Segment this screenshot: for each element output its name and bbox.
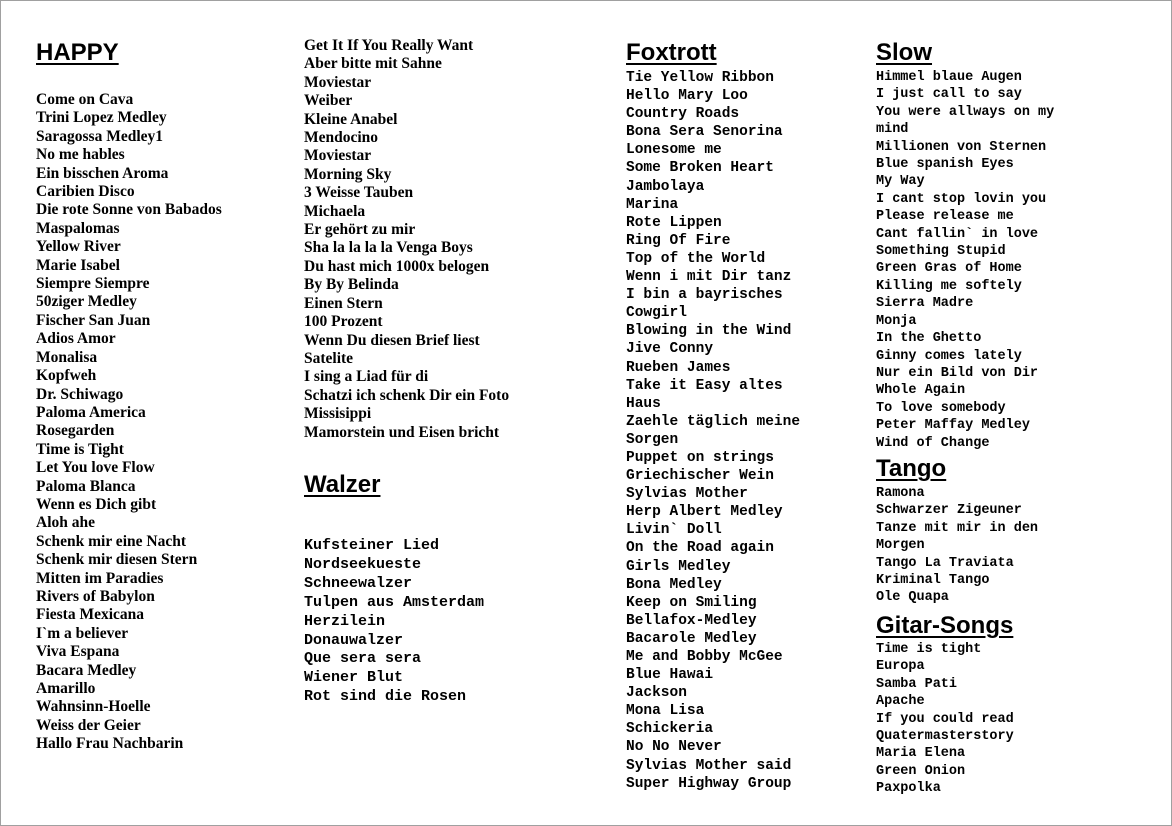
song-title: Wenn i mit Dir tanz (626, 269, 792, 286)
song-title: Kufsteiner Lied (304, 537, 440, 554)
song-title: Adios Amor (36, 330, 116, 348)
song-title: Kleine Anabel (304, 110, 398, 128)
song-title: Wiener Blut (304, 669, 404, 687)
song-title: Schickeria (626, 721, 714, 738)
song-title: Some Broken Heart (626, 160, 774, 177)
song-title: Schenk mir diesen Stern (36, 551, 198, 569)
song-title: Bellafox-Medley (626, 612, 757, 629)
happy-continued-list (304, 37, 509, 442)
song-title: Sylvias Mother said (626, 757, 792, 774)
song-title: Blowing in the Wind (626, 323, 792, 340)
song-title: Kopfweh (36, 367, 97, 385)
song-title: Peter Maffay Medley (876, 418, 1030, 434)
song-title: Cowgirl (626, 305, 687, 322)
tango-list (876, 485, 1038, 607)
song-title: I`m a believer (36, 624, 129, 642)
song-title: Wind of Change (876, 435, 990, 451)
song-title: Mendocino (304, 129, 379, 147)
song-title: Haus (626, 395, 661, 412)
song-title: Jackson (626, 685, 687, 702)
song-title: Come on Cava (36, 91, 134, 108)
song-title: Paloma America (36, 403, 146, 421)
song-title: Ring Of Fire (626, 232, 731, 249)
song-title: Sylvias Mother (626, 486, 748, 503)
song-title: Missisippi (304, 405, 372, 423)
song-title: Rueben James (626, 359, 731, 376)
song-title: Amarillo (36, 680, 96, 697)
song-title: Maria Elena (876, 746, 966, 762)
song-title: Take it Easy altes (626, 377, 783, 394)
song-title: Tango La Traviata (876, 555, 1014, 571)
song-title: Killing me softely (876, 278, 1022, 294)
song-title: Bona Medley (626, 576, 722, 593)
song-title: Jive Conny (626, 341, 714, 358)
song-title: Mamorstein und Eisen bricht (304, 423, 500, 441)
song-title: Puppet on strings (626, 449, 774, 466)
song-title: Sha la la la la Venga Boys (304, 239, 473, 257)
song-title: Me and Bobby McGee (626, 649, 783, 665)
song-title: You were allways on my (876, 104, 1055, 120)
happy-heading: HAPPY (36, 39, 119, 66)
song-title: Morning Sky (304, 165, 392, 183)
song-title: Rot sind die Rosen (304, 688, 467, 706)
song-title: Rosegarden (36, 422, 115, 440)
song-title: Bacarole Medley (626, 630, 757, 647)
song-title: Keep on Smiling (626, 594, 757, 611)
song-title: If you could read (876, 711, 1014, 727)
song-title: I cant stop lovin you (876, 191, 1047, 207)
song-title: Caribien Disco (36, 183, 135, 201)
song-title: Samba Pati (876, 676, 958, 692)
song-title: Wahnsinn-Hoelle (36, 698, 151, 716)
song-title: I bin a bayrisches (626, 287, 783, 304)
song-title: Marie Isabel (36, 256, 120, 274)
song-title: Time is tight (876, 642, 982, 657)
song-title: Schenk mir eine Nacht (36, 532, 186, 550)
song-title: Maspalomas (36, 219, 120, 237)
song-title: Nur ein Bild von Dir (876, 365, 1039, 381)
song-title: Something Stupid (876, 244, 1006, 260)
song-title: Nordseekueste (304, 555, 422, 573)
song-title: Siempre Siempre (36, 275, 150, 293)
song-title: Trini Lopez Medley (36, 109, 167, 127)
song-title: Paxpolka (876, 781, 941, 797)
song-title: Schneewalzer (304, 574, 413, 592)
song-title: Weiss der Geier (36, 716, 141, 734)
song-title: 3 Weisse Tauben (304, 184, 414, 202)
song-title: Rote Lippen (626, 214, 722, 231)
song-title: My Way (876, 174, 925, 190)
song-title: Green Onion (876, 763, 966, 779)
foxtrott-list (626, 69, 800, 793)
gitar-songs-list (876, 641, 1014, 798)
song-title: Aloh ahe (36, 514, 95, 532)
song-title: Moviestar (304, 73, 372, 91)
song-title: Europa (876, 659, 925, 675)
song-title: Bacara Medley (36, 661, 137, 679)
song-title: Blue spanish Eyes (876, 157, 1014, 173)
slow-heading: Slow (876, 39, 933, 66)
song-title: I just call to say (876, 87, 1022, 103)
song-title: Please release me (876, 209, 1014, 225)
song-title: Super Highway Group (626, 775, 792, 792)
song-title: Die rote Sonne von Babados (36, 201, 222, 219)
song-title: Michaela (304, 202, 366, 220)
song-title: Yellow River (36, 238, 121, 256)
song-title: mind (876, 122, 909, 138)
song-title: Sierra Madre (876, 296, 974, 312)
song-title: Weiber (304, 92, 353, 110)
song-title: Girls Medley (626, 558, 731, 575)
song-title: Blue Hawai (626, 667, 714, 684)
song-title: Bona Sera Senorina (626, 124, 783, 141)
song-title: Himmel blaue Augen (876, 70, 1022, 85)
song-title: Hallo Frau Nachbarin (36, 735, 184, 753)
song-title: 100 Prozent (304, 313, 383, 331)
song-title: Du hast mich 1000x belogen (304, 257, 490, 275)
song-title: Herzilein (304, 612, 386, 630)
song-title: Zaehle täglich meine (626, 413, 801, 430)
song-title: To love somebody (876, 400, 1006, 416)
song-title: Donauwalzer (304, 631, 404, 649)
song-title: Herp Albert Medley (626, 504, 783, 521)
song-title: Hello Mary Loo (626, 88, 748, 105)
song-title: Cant fallin` in love (876, 226, 1039, 242)
song-title: Rivers of Babylon (36, 587, 155, 605)
song-title: Einen Stern (304, 294, 383, 312)
song-title: I sing a Liad für di (304, 368, 429, 386)
song-title: Get It If You Really Want (304, 37, 474, 54)
song-title: Ole Quapa (876, 590, 949, 606)
song-title: Green Gras of Home (876, 261, 1022, 277)
song-title: Griechischer Wein (626, 468, 774, 485)
song-title: Wenn es Dich gibt (36, 495, 157, 513)
song-title: Moviestar (304, 147, 372, 165)
song-title: On the Road again (626, 540, 774, 557)
song-title: Kriminal Tango (876, 573, 990, 589)
song-title: Aber bitte mit Sahne (304, 55, 442, 73)
song-title: Time is Tight (36, 440, 124, 458)
song-title: Monalisa (36, 348, 98, 366)
song-title: Livin` Doll (626, 522, 722, 539)
song-title: Fischer San Juan (36, 311, 151, 329)
song-title: Tulpen aus Amsterdam (304, 593, 485, 611)
song-title: Dr. Schiwago (36, 385, 124, 403)
song-title: No No Never (626, 739, 722, 756)
song-title: Viva Espana (36, 643, 120, 661)
foxtrott-heading: Foxtrott (626, 39, 717, 66)
song-title: Tanze mit mir in den (876, 520, 1039, 536)
song-title: Paloma Blanca (36, 477, 136, 495)
song-title: Sorgen (626, 431, 679, 448)
song-title: Saragossa Medley1 (36, 127, 164, 145)
song-title: Er gehört zu mir (304, 221, 416, 239)
song-title: Marina (626, 196, 679, 213)
song-title: In the Ghetto (876, 331, 982, 347)
song-title: Satelite (304, 349, 354, 367)
song-title: Jambolaya (626, 178, 705, 195)
song-title: 50ziger Medley (36, 293, 137, 311)
song-title: Schatzi ich schenk Dir ein Foto (304, 386, 510, 404)
song-title: Mitten im Paradies (36, 569, 164, 587)
song-title: Top of the World (626, 250, 766, 267)
gitar-songs-heading: Gitar-Songs (876, 612, 1014, 639)
song-title: Lonesome me (626, 142, 722, 159)
song-title: No me hables (36, 146, 125, 164)
song-title: Apache (876, 694, 925, 710)
song-title: Morgen (876, 538, 925, 554)
song-title: Que sera sera (304, 650, 422, 668)
song-title: Fiesta Mexicana (36, 606, 145, 624)
song-title: Schwarzer Zigeuner (876, 503, 1022, 519)
tango-heading: Tango (876, 455, 947, 482)
walzer-list (304, 537, 484, 707)
song-title: Country Roads (626, 106, 740, 123)
song-title: Mona Lisa (626, 703, 705, 720)
walzer-heading: Walzer (304, 471, 381, 498)
song-title: Wenn Du diesen Brief liest (304, 331, 480, 349)
song-title: By By Belinda (304, 276, 399, 294)
song-title: Whole Again (876, 383, 966, 399)
song-title: Ein bisschen Aroma (36, 164, 169, 182)
song-title: Monja (876, 313, 917, 329)
song-title: Let You love Flow (36, 459, 155, 477)
song-title: Tie Yellow Ribbon (626, 70, 774, 86)
happy-list (36, 91, 222, 754)
slow-list (876, 69, 1054, 452)
song-title: Ramona (876, 486, 925, 501)
song-title: Quatermasterstory (876, 729, 1014, 745)
song-title: Ginny comes lately (876, 348, 1022, 364)
song-title: Millionen von Sternen (876, 139, 1047, 155)
